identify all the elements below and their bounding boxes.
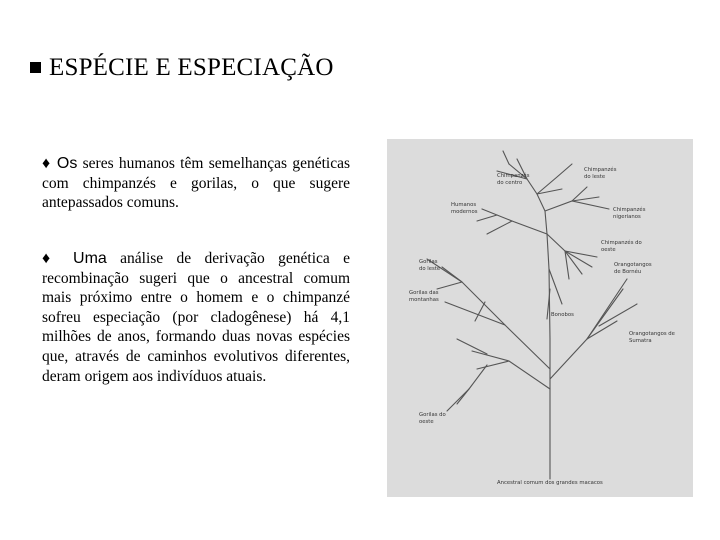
label-chimp-oeste-2: oeste [601,247,616,253]
label-chimp-leste-2: do leste [584,174,606,180]
phylogenetic-tree-figure [387,139,693,497]
label-gorilas-leste: Gorilas [419,259,438,265]
paragraph-2-text: análise de derivação genética e recombinação sugeri que o ancestral comum mais próximo entre o homem e o chimpanzé sofreu especiação (por cladogênese) há 4,1 milhões de anos, formando duas novas espécies que, através de caminhos evolutivos diferentes, deram origem aos indivíduos atuais. [42,250,350,385]
label-gorilas-oeste-2: oeste [419,419,434,425]
label-gorilas-montanhas-2: montanhas [409,297,439,303]
label-chimp-centro: Chimpanzés [497,173,530,179]
label-gorilas-leste-2: do leste [419,266,441,272]
label-humanos: Humanos [451,202,477,208]
label-gorilas-montanhas: Gorilas das [409,290,439,296]
label-orang-borneo-2: de Bornéu [614,269,642,275]
label-orang-borneo: Orangotangos [614,262,652,268]
diamond-bullet-icon: ♦ [42,155,52,172]
slide-title [30,54,334,82]
label-orang-sumatra: Orangotangos de [629,331,675,337]
diamond-bullet-icon: ♦ [42,250,60,267]
label-bonobos: Bonobos [551,312,574,318]
paragraph-1 [42,154,350,213]
label-humanos-2: modernos [451,209,478,215]
square-bullet-icon [30,62,41,73]
label-gorilas-oeste: Gorilas do [419,412,446,418]
paragraph-2 [42,249,350,386]
paragraph-1-text: seres humanos têm semelhanças genéticas com chimpanzés e gorilas, o que sugere antepassados comuns. [42,155,351,212]
paragraph-2-lead: Uma [73,250,107,267]
label-chimp-nigerianos: Chimpanzés [613,207,646,213]
label-chimp-leste: Chimpanzés [584,167,617,173]
paragraph-1-lead: Os [56,155,78,172]
tree-branches [427,151,637,479]
tree-labels [409,166,675,486]
phylogenetic-tree-svg [387,139,693,497]
slide-title-text: ESPÉCIE E ESPECIAÇÃO [49,54,334,81]
label-orang-sumatra-2: Sumatra [629,338,652,344]
label-chimp-oeste: Chimpanzés do [601,240,642,246]
label-ancestral: Ancestral comum dos grandes macacos [497,480,603,486]
label-chimp-centro-2: do centro [497,180,523,186]
label-chimp-nigerianos-2: nigerianos [613,214,641,220]
